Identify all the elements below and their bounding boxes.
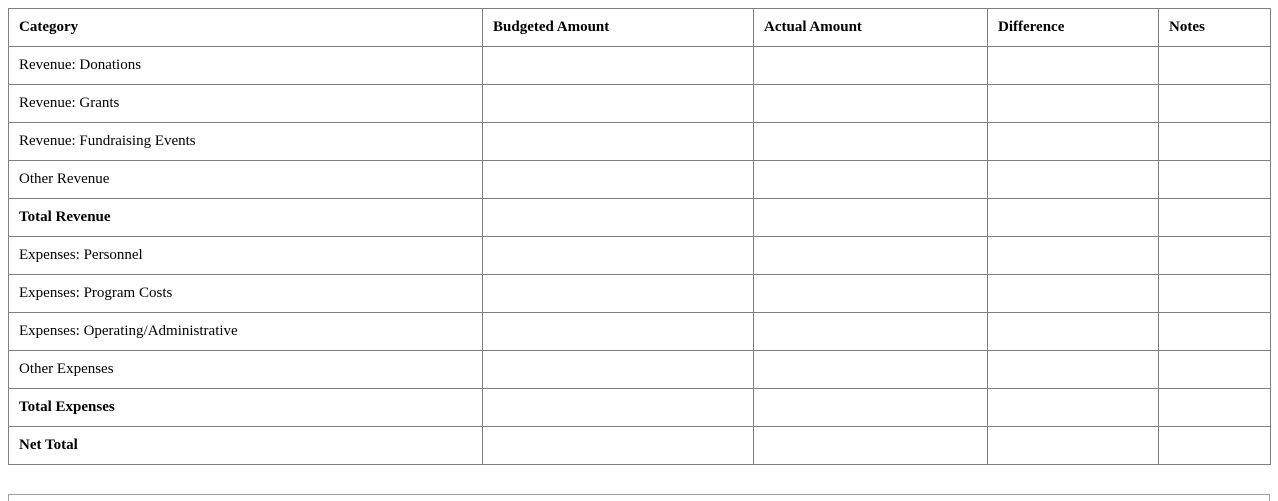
notes-cell[interactable]: [1159, 47, 1271, 85]
notes-cell[interactable]: [1159, 237, 1271, 275]
table-row: [9, 161, 1271, 199]
actual-amount-cell[interactable]: [754, 85, 988, 123]
category-cell: Net Total: [9, 427, 483, 465]
budgeted-amount-cell[interactable]: [483, 237, 754, 275]
actual-amount-cell[interactable]: [754, 199, 988, 237]
budgeted-amount-cell[interactable]: [483, 275, 754, 313]
table-row: [9, 427, 1271, 465]
table-row: [9, 199, 1271, 237]
budgeted-amount-cell[interactable]: [483, 427, 754, 465]
category-cell: Revenue: Fundraising Events: [9, 123, 483, 161]
actual-amount-cell[interactable]: [754, 275, 988, 313]
difference-cell[interactable]: [988, 275, 1159, 313]
budgeted-amount-cell[interactable]: [483, 161, 754, 199]
notes-cell[interactable]: [1159, 313, 1271, 351]
category-cell: Total Expenses: [9, 389, 483, 427]
difference-cell[interactable]: [988, 427, 1159, 465]
actual-amount-cell[interactable]: [754, 123, 988, 161]
category-cell: Other Revenue: [9, 161, 483, 199]
actual-amount-cell[interactable]: [754, 427, 988, 465]
header-category: Category: [9, 9, 483, 47]
next-section-border: [8, 494, 1270, 501]
header-difference: Difference: [988, 9, 1159, 47]
actual-amount-cell[interactable]: [754, 313, 988, 351]
budgeted-amount-cell[interactable]: [483, 313, 754, 351]
table-row: [9, 351, 1271, 389]
notes-cell[interactable]: [1159, 427, 1271, 465]
difference-cell[interactable]: [988, 47, 1159, 85]
notes-cell[interactable]: [1159, 85, 1271, 123]
header-notes: Notes: [1159, 9, 1271, 47]
table-row: [9, 313, 1271, 351]
category-cell: Expenses: Operating/Administrative: [9, 313, 483, 351]
actual-amount-cell[interactable]: [754, 161, 988, 199]
difference-cell[interactable]: [988, 161, 1159, 199]
difference-cell[interactable]: [988, 123, 1159, 161]
actual-amount-cell[interactable]: [754, 47, 988, 85]
difference-cell[interactable]: [988, 85, 1159, 123]
header-budgeted-amount: Budgeted Amount: [483, 9, 754, 47]
table-row: [9, 237, 1271, 275]
budgeted-amount-cell[interactable]: [483, 199, 754, 237]
category-cell: Total Revenue: [9, 199, 483, 237]
category-cell: Other Expenses: [9, 351, 483, 389]
budgeted-amount-cell[interactable]: [483, 123, 754, 161]
table-row: [9, 47, 1271, 85]
notes-cell[interactable]: [1159, 389, 1271, 427]
table-body: [9, 47, 1271, 465]
notes-cell[interactable]: [1159, 161, 1271, 199]
difference-cell[interactable]: [988, 313, 1159, 351]
table-header-row: [9, 9, 1271, 47]
table-row: [9, 275, 1271, 313]
notes-cell[interactable]: [1159, 275, 1271, 313]
table-row: [9, 389, 1271, 427]
actual-amount-cell[interactable]: [754, 389, 988, 427]
table-row: [9, 123, 1271, 161]
budgeted-amount-cell[interactable]: [483, 389, 754, 427]
category-cell: Expenses: Personnel: [9, 237, 483, 275]
notes-cell[interactable]: [1159, 123, 1271, 161]
table-row: [9, 85, 1271, 123]
category-cell: Expenses: Program Costs: [9, 275, 483, 313]
actual-amount-cell[interactable]: [754, 351, 988, 389]
category-cell: Revenue: Grants: [9, 85, 483, 123]
difference-cell[interactable]: [988, 389, 1159, 427]
difference-cell[interactable]: [988, 351, 1159, 389]
header-actual-amount: Actual Amount: [754, 9, 988, 47]
category-cell: Revenue: Donations: [9, 47, 483, 85]
budgeted-amount-cell[interactable]: [483, 351, 754, 389]
difference-cell[interactable]: [988, 237, 1159, 275]
notes-cell[interactable]: [1159, 199, 1271, 237]
actual-amount-cell[interactable]: [754, 237, 988, 275]
notes-cell[interactable]: [1159, 351, 1271, 389]
difference-cell[interactable]: [988, 199, 1159, 237]
budget-table: [8, 8, 1271, 465]
budgeted-amount-cell[interactable]: [483, 85, 754, 123]
budgeted-amount-cell[interactable]: [483, 47, 754, 85]
